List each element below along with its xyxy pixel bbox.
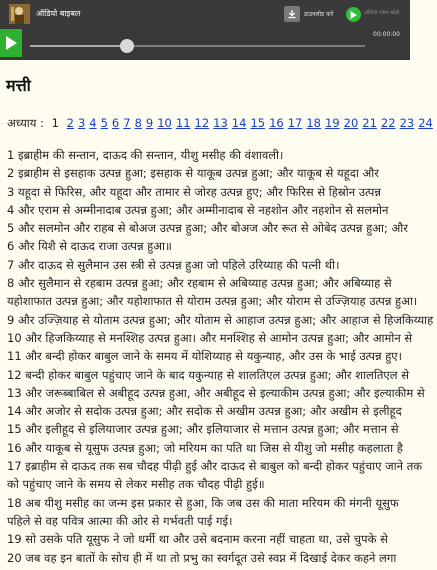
time-display: 00:00:00	[373, 31, 400, 38]
verse-line: 15 और इलीहूद से इलियाजार उत्पन्न हुआ; और इलियाजार से मत्तान उत्पन्न हुआ; और मत्तान से	[7, 422, 399, 437]
app-title: ऑडियो बाइबल	[36, 9, 81, 18]
chapter-link[interactable]: 20	[343, 116, 359, 130]
audio-player	[0, 28, 410, 60]
chapter-link[interactable]: 18	[306, 116, 321, 130]
verse-line: 17 इब्राहीम से दाऊद तक सब चौदह पीढ़ी हुई और दाऊद से बाबुल को बन्दी होकर पहुंचाए जाने तक	[7, 459, 423, 474]
verse-line: 12 बन्दी होकर बाबुल पहुंचाए जाने के बाद यकुन्याह से शालतिएल उत्पन्न हुआ; और शालतिएल से	[7, 367, 409, 382]
verse-line: पहिले से वह पवित्र आत्मा की ओर से गर्भवती पाई गई।	[7, 513, 233, 528]
verse-line: 19 सो उसके पति यूसुफ ने जो धर्मी था और उसे बदनाम करना नहीं चाहता था, उसे चुपके से	[7, 532, 388, 547]
open-player-label: ऑडियो प्लेयर खोलें	[364, 10, 400, 16]
verse-line: 9 और उज्ज़ियाह से योताम उत्पन्न हुआ; और योताम से आहाज उत्पन्न हुआ; और आहाज से हिजकिय्याह	[7, 312, 434, 327]
chapter-link[interactable]: 22	[380, 116, 396, 130]
chapter-link[interactable]: 14	[231, 116, 247, 130]
chapter-link[interactable]: 9	[145, 116, 154, 130]
seek-bar[interactable]	[30, 45, 365, 47]
verse-line: 18 अब यीशु मसीह का जन्म इस प्रकार से हुआ, कि जब उस की माता मरियम की मंगनी यूसुफ	[7, 495, 399, 510]
play-button[interactable]	[0, 29, 22, 57]
chapter-link[interactable]: 24	[418, 116, 433, 130]
chapter-label: अध्याय :	[7, 116, 44, 130]
verse-line: 7 और दाऊद से सुलैमान उस स्त्री से उत्पन्न हुआ जो पहिले उरिय्याह की पत्नी थी।	[7, 257, 340, 272]
verse-line: 4 और एराम से अम्मीनादाब उत्पन्न हुआ; और अम्मीनादाब से नहशोन और नहशोन से सलमोन	[7, 202, 389, 217]
chapter-link[interactable]: 5	[100, 116, 108, 130]
download-button[interactable]	[284, 6, 333, 22]
chapter-link[interactable]: 16	[269, 116, 284, 130]
chapter-link[interactable]: 6	[111, 116, 120, 130]
verse-line: 5 और सलमोन और राहब से बोअज उत्पन्न हुआ; और बोअज और रूत से ओबेद उत्पन्न हुआ; और	[7, 221, 408, 236]
app-logo-icon	[9, 4, 30, 24]
chapter-link[interactable]: 23	[399, 116, 415, 130]
verse-line: 11 और बन्दी होकर बाबुल जाने के समय में योशिय्याह से यकुन्याह, और उस के भाई उत्पन्न हुए।	[7, 349, 403, 364]
chapter-link[interactable]: 7	[123, 116, 131, 130]
chapter-link[interactable]: 10	[157, 116, 172, 130]
play-icon	[5, 36, 17, 50]
verse-line: 2 इब्राहीम से इसहाक उत्पन्न हुआ; इसहाक से याकूब उत्पन्न हुआ; और याकूब से यहूदा और	[7, 166, 379, 181]
verse-line: 10 और हिजकिय्याह से मनश्शिह उत्पन्न हुआ। और मनश्शिह से आमोन उत्पन्न हुआ; और आमोन से	[7, 330, 413, 345]
seek-handle[interactable]	[120, 39, 134, 53]
book-title: मत्ती	[6, 76, 31, 95]
chapter-link[interactable]: 4	[89, 116, 97, 130]
verse-line: 6 और यिशै से दाऊद राजा उत्पन्न हुआ॥	[7, 239, 172, 254]
seek-bar-progress	[30, 45, 127, 47]
chapter-link[interactable]: 8	[134, 116, 142, 130]
chapter-link[interactable]: 3	[77, 116, 86, 130]
chapter-selector	[7, 116, 437, 131]
chapter-link[interactable]: 15	[250, 116, 266, 130]
chapter-link[interactable]: 21	[362, 116, 377, 130]
verse-line: 13 और जरूब्बाबिल से अबीहूद उत्पन्न हुआ, और अबीहूद से इल्याकीम उत्पन्न हुआ; और इल्याकीम से	[7, 385, 425, 400]
current-chapter: 1	[51, 116, 59, 130]
verse-line: 8 और सुलैमान से रहबाम उत्पन्न हुआ; और रहबाम से अबिय्याह उत्पन्न हुआ; और अबिय्याह से	[7, 276, 392, 291]
chapter-link[interactable]: 11	[175, 116, 191, 130]
chapter-link[interactable]: 19	[325, 116, 340, 130]
verse-line: 16 और याकूब से यूसुफ उत्पन्न हुआ; जो मरियम का पति था जिस से यीशु जो मसीह कहलाता है	[7, 440, 403, 455]
verse-line: यहोशाफात उत्पन्न हुआ; और यहोशाफात से योराम उत्पन्न हुआ; और योराम से उज्ज़ियाह उत्पन्न हुआ।	[7, 294, 418, 309]
chapter-link[interactable]: 13	[213, 116, 228, 130]
verse-line: 3 यहूदा से फिरिस, और यहूदा और तामार से जोरह उत्पन्न हुए; और फिरिस से हिस्रोन उत्पन्न	[7, 184, 381, 199]
download-label: डाउनलोड करें	[304, 11, 334, 18]
play-icon	[350, 11, 357, 19]
chapter-link[interactable]: 2	[66, 116, 74, 130]
verse-line: को पहुंचाए जाने के समय से लेकर मसीह तक चौदह पीढ़ी हुई॥	[7, 477, 265, 492]
verse-line: 1 इब्राहीम की सन्तान, दाऊद की सन्तान, यीशु मसीह की वंशावली।	[7, 148, 284, 162]
verse-line: 14 और अजोर से सदोक उत्पन्न हुआ; और सदोक से अखीम उत्पन्न हुआ; और अखीम से इलीहूद	[7, 404, 402, 419]
download-icon	[284, 6, 300, 22]
chapter-link[interactable]: 17	[287, 116, 303, 130]
verse-line: 20 जब वह इन बातों के सोच ही में था तो प्रभु का स्वर्गदूत उसे स्वप्न में दिखाई देकर कहने लगा	[7, 550, 397, 565]
open-player-button[interactable]	[346, 7, 361, 22]
chapter-link[interactable]: 12	[194, 116, 210, 130]
verse-list	[7, 146, 434, 567]
